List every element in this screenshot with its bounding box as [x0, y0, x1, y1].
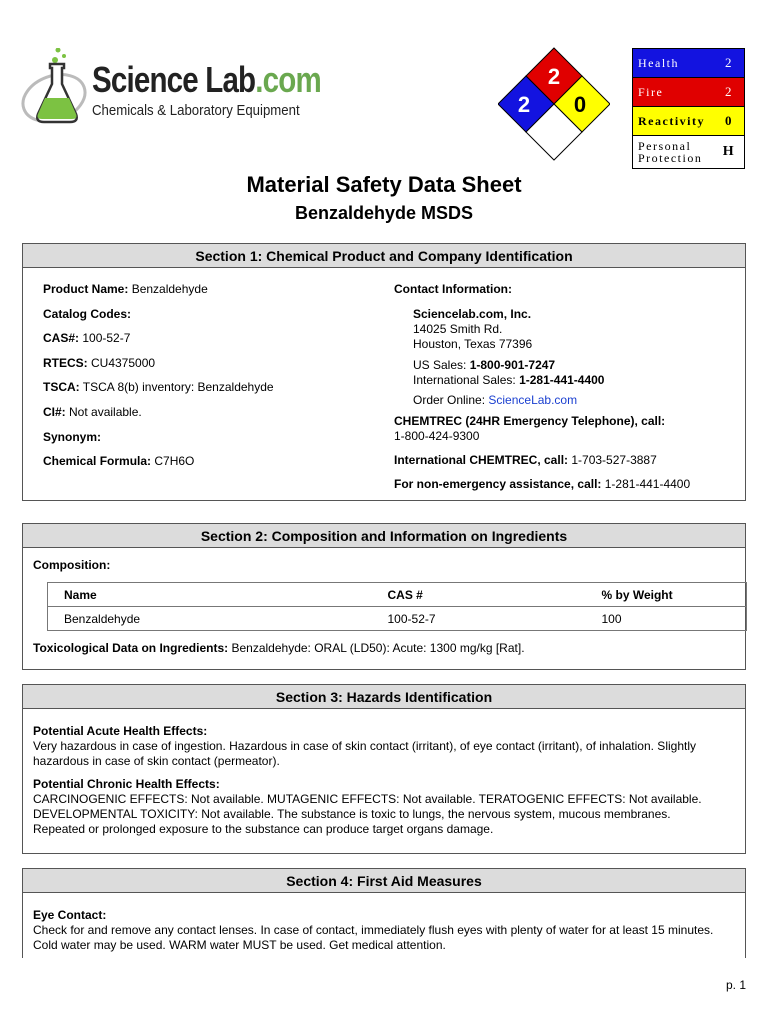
hazard-row-personal-protection [633, 136, 744, 168]
chemtrec-phone: 1-800-424-9300 [394, 429, 480, 443]
table-header-row [48, 583, 747, 607]
hazard-label: Health [638, 56, 679, 70]
nfpa-reactivity-value: 0 [573, 92, 587, 117]
field-label: RTECS: [43, 355, 88, 370]
contact-information [394, 282, 734, 492]
eye-contact-label: Eye Contact: [33, 908, 107, 922]
field-value: Not available. [65, 404, 142, 419]
section-4 [22, 868, 746, 958]
logo-brand: Science Lab [92, 59, 256, 100]
flask-icon [20, 48, 92, 132]
chronic-effects-label: Potential Chronic Health Effects: [33, 777, 220, 791]
us-sales-phone: 1-800-901-7247 [469, 358, 556, 372]
nfpa-health-value: 2 [517, 92, 531, 117]
acute-effects-text: Very hazardous in case of ingestion. Hazardous in case of skin contact (irritant), of eye contact (irritant), of inhalation. Slightly hazardous in case of skin contact (permeator). [33, 739, 696, 768]
intl-sales-phone: 1-281-441-4400 [519, 373, 605, 387]
document-title: Material Safety Data Sheet [246, 172, 522, 197]
column-header-weight: % by Weight [586, 583, 747, 607]
field-value: C7H6O [151, 454, 195, 469]
order-online-label: Order Online: [413, 393, 489, 407]
product-identification [43, 282, 373, 479]
intl-chemtrec-label: International CHEMTREC, call: [394, 453, 569, 467]
section-1 [22, 243, 746, 501]
hazard-value: 0 [725, 113, 733, 128]
product-field [43, 430, 373, 455]
intl-chemtrec-phone: 1-703-527-3887 [568, 453, 657, 467]
company-address-line: Houston, Texas 77396 [413, 337, 533, 351]
hazard-row-reactivity [633, 107, 744, 136]
hazard-label: Reactivity [638, 114, 705, 128]
composition-label: Composition: [33, 558, 111, 572]
hazard-rating-table [632, 48, 745, 169]
company-name: Sciencelab.com, Inc. [413, 307, 532, 321]
product-field [43, 282, 373, 307]
section-heading: Section 4: First Aid Measures [23, 869, 745, 893]
field-value: CU4375000 [87, 355, 156, 370]
chronic-effects-text: Repeated or prolonged exposure to the substance can produce target organs damage. [33, 822, 494, 836]
non-emergency-phone: 1-281-441-4400 [601, 477, 691, 491]
field-value: 100-52-7 [79, 331, 131, 346]
product-field [43, 356, 373, 381]
column-header-cas: CAS # [372, 583, 586, 607]
product-field [43, 307, 373, 332]
logo-tagline: Chemicals & Laboratory Equipment [92, 102, 300, 119]
company-address-line: 14025 Smith Rd. [413, 322, 503, 336]
nfpa-fire-value: 2 [547, 64, 561, 89]
field-label: Chemical Formula: [43, 454, 152, 469]
field-value: Benzaldehyde [128, 282, 208, 296]
hazards-text [23, 724, 745, 837]
table-cell: 100 [586, 607, 747, 631]
hazard-value: H [722, 144, 736, 159]
field-label: TSCA: [43, 380, 80, 395]
chronic-effects-text: DEVELOPMENTAL TOXICITY: Not available. The substance is toxic to lungs, the nervous system, mucous membranes. [33, 807, 671, 821]
field-label: Product Name: [43, 282, 129, 296]
field-label: Synonym: [43, 429, 102, 444]
hazard-value: 2 [725, 84, 733, 99]
hazard-row-health [633, 49, 744, 78]
international-sales [394, 373, 734, 388]
hazard-label: Fire [638, 85, 664, 99]
hazard-row-fire [633, 78, 744, 107]
field-label: Catalog Codes: [43, 306, 132, 321]
page-number: p. 1 [725, 978, 746, 992]
contact-label: Contact Information: [394, 282, 512, 296]
table-row [48, 607, 747, 631]
hazard-label: Personal Protection [638, 139, 703, 165]
sciencelab-link[interactable]: ScienceLab.com [488, 393, 578, 407]
section-heading: Section 3: Hazards Identification [23, 685, 745, 709]
sciencelab-logo [20, 48, 321, 132]
order-online [394, 393, 734, 408]
toxicological-data [23, 641, 535, 656]
product-field [43, 454, 373, 479]
section-heading: Section 1: Chemical Product and Company Identification [23, 244, 745, 268]
first-aid-text [23, 908, 745, 953]
acute-effects-label: Potential Acute Health Effects: [33, 724, 208, 738]
eye-contact-text: Check for and remove any contact lenses. In case of contact, immediately flush eyes with plenty of water for at least 15 minutes. Cold water may be used. WARM water MUST be used. Get medical attention. [33, 923, 714, 952]
field-value: TSCA 8(b) inventory: Benzaldehyde [79, 380, 274, 395]
product-field [43, 331, 373, 356]
toxicological-label: Toxicological Data on Ingredients: [33, 641, 229, 655]
composition-table [47, 582, 747, 631]
non-emergency [394, 477, 734, 492]
document-subtitle: Benzaldehyde MSDS [294, 203, 474, 223]
us-sales [394, 358, 734, 373]
field-label: CI#: [43, 404, 66, 419]
product-field [43, 380, 373, 405]
toxicological-value: Benzaldehyde: ORAL (LD50): Acute: 1300 mg/kg [Rat]. [228, 641, 525, 655]
us-sales-label: US Sales: [413, 358, 470, 372]
table-cell: 100-52-7 [372, 607, 586, 631]
section-heading: Section 2: Composition and Information on Ingredients [23, 524, 745, 548]
intl-sales-label: International Sales: [413, 373, 520, 387]
column-header-name: Name [48, 583, 372, 607]
product-field [43, 405, 373, 430]
logo-dotcom: .com [255, 59, 321, 100]
table-cell: Benzaldehyde [48, 607, 372, 631]
nfpa-diamond [498, 46, 610, 164]
section-2 [22, 523, 746, 670]
chronic-effects-text: CARCINOGENIC EFFECTS: Not available. MUTAGENIC EFFECTS: Not available. TERATOGENIC EFFECTS: Not available. [33, 792, 702, 806]
intl-chemtrec [394, 453, 734, 468]
section-3 [22, 684, 746, 854]
field-label: CAS#: [43, 331, 80, 346]
chemtrec-label: CHEMTREC (24HR Emergency Telephone), call: [394, 414, 666, 428]
non-emergency-label: For non-emergency assistance, call: [394, 477, 602, 491]
hazard-value: 2 [725, 55, 733, 70]
